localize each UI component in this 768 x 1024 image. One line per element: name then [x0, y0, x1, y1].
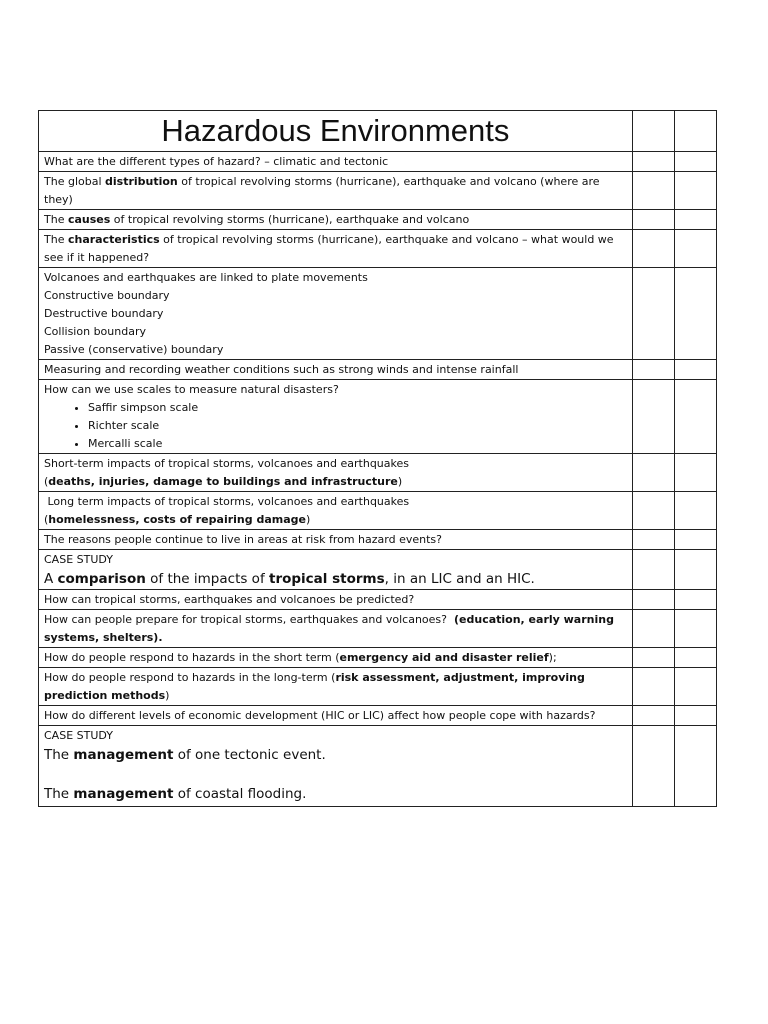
checklist-table: [38, 110, 717, 807]
check-cell[interactable]: [674, 210, 716, 230]
check-cell[interactable]: [674, 590, 716, 610]
row-text-part: How do people respond to hazards in the long-term (: [44, 671, 336, 684]
row-text: [39, 668, 633, 706]
row-text-bold: characteristics: [67, 233, 160, 246]
row-line: How can we use scales to measure natural disasters?: [44, 383, 339, 396]
case-study-text: [44, 569, 627, 589]
row-text-part: of tropical revolving storms (hurricane), earthquake and volcano: [110, 213, 470, 226]
check-cell[interactable]: [632, 590, 674, 610]
row-line: Long term impacts of tropical storms, volcanoes and earthquakes: [44, 495, 410, 508]
check-cell[interactable]: [674, 268, 716, 360]
row-text-part: The global: [44, 175, 105, 188]
row-line: Passive (conservative) boundary: [44, 343, 224, 356]
check-cell[interactable]: [632, 492, 674, 530]
row-text: [39, 550, 633, 590]
check-cell[interactable]: [632, 610, 674, 648]
check-cell[interactable]: [674, 706, 716, 726]
check-cell[interactable]: [632, 152, 674, 172]
table-row: [39, 668, 717, 706]
page-title: Hazardous Environments: [39, 111, 633, 152]
row-text-part: , in an LIC and an HIC.: [384, 571, 535, 587]
list-item: • Richter scale: [88, 417, 627, 435]
row-text-part: (: [44, 513, 49, 526]
row-line: Constructive boundary: [44, 289, 170, 302]
row-text-bold: homelessness, costs of repairing damage: [48, 513, 306, 526]
row-text: [39, 268, 633, 360]
row-text: The reasons people continue to live in areas at risk from hazard events?: [39, 530, 633, 550]
table-row: [39, 530, 717, 550]
row-text-bold: deaths, injuries, damage to buildings and infrastructure: [48, 475, 398, 488]
row-text-part: The: [44, 747, 74, 763]
row-line: Short-term impacts of tropical storms, volcanoes and earthquakes: [44, 457, 409, 470]
check-cell[interactable]: [632, 230, 674, 268]
row-text-bold: causes: [67, 213, 111, 226]
row-text-bold: distribution: [105, 175, 178, 188]
check-cell[interactable]: [674, 726, 716, 807]
row-text-part: The: [44, 233, 68, 246]
row-text: [39, 648, 633, 668]
table-row: [39, 230, 717, 268]
row-text: [39, 610, 633, 648]
row-text: [39, 380, 633, 454]
row-text-bold: management: [73, 786, 174, 802]
check-cell[interactable]: [632, 210, 674, 230]
check-cell[interactable]: [674, 492, 716, 530]
case-study-label: CASE STUDY: [44, 553, 113, 566]
table-row: [39, 706, 717, 726]
bullet-list: [44, 399, 627, 453]
row-text-part: ): [165, 689, 170, 702]
table-row: [39, 268, 717, 360]
list-item: • Mercalli scale: [88, 435, 627, 453]
check-cell[interactable]: [674, 380, 716, 454]
check-cell[interactable]: [674, 172, 716, 210]
check-cell[interactable]: [632, 268, 674, 360]
table-row: [39, 380, 717, 454]
row-text: Measuring and recording weather conditions such as strong winds and intense rainfall: [39, 360, 633, 380]
row-text: [39, 726, 633, 807]
table-row: [39, 610, 717, 648]
row-line: Volcanoes and earthquakes are linked to plate movements: [44, 271, 368, 284]
check-cell[interactable]: [632, 550, 674, 590]
row-text-part: How can people prepare for tropical storms, earthquakes and volcanoes?: [44, 613, 454, 626]
row-text-part: of tropical revolving storms (hurricane), earthquake and volcano – what would we see if it happened?: [44, 233, 614, 264]
row-text-part: The: [44, 213, 68, 226]
row-text: [39, 230, 633, 268]
table-row: [39, 454, 717, 492]
row-line: Destructive boundary: [44, 307, 164, 320]
row-text-bold: tropical storms: [269, 571, 385, 587]
check-cell[interactable]: [674, 610, 716, 648]
check-cell[interactable]: [632, 726, 674, 807]
row-text: [39, 454, 633, 492]
table-row: [39, 172, 717, 210]
check-cell[interactable]: [632, 648, 674, 668]
title-row: [39, 111, 717, 152]
row-text-part: of one tectonic event.: [173, 747, 326, 763]
check-cell[interactable]: [632, 530, 674, 550]
row-text: [39, 492, 633, 530]
row-text-part: How do people respond to hazards in the short term (: [44, 651, 340, 664]
row-text-part: The: [44, 786, 74, 802]
row-text-bold: emergency aid and disaster relief: [339, 651, 549, 664]
table-row: [39, 210, 717, 230]
row-text: [39, 210, 633, 230]
table-row: [39, 492, 717, 530]
check-cell[interactable]: [674, 360, 716, 380]
case-study-text: [44, 784, 627, 806]
case-study-label: CASE STUDY: [44, 729, 113, 742]
row-line: [44, 511, 627, 529]
check-cell[interactable]: [632, 360, 674, 380]
list-item: • Saffir simpson scale: [88, 399, 627, 417]
check-cell[interactable]: [674, 530, 716, 550]
row-text: How do different levels of economic development (HIC or LIC) affect how people cope with hazards?: [39, 706, 633, 726]
check-cell[interactable]: [674, 668, 716, 706]
row-text-part: A: [44, 571, 58, 587]
table-row: [39, 648, 717, 668]
table-row: [39, 726, 717, 807]
row-text: How can tropical storms, earthquakes and volcanoes be predicted?: [39, 590, 633, 610]
case-study-text: [44, 745, 627, 765]
check-cell[interactable]: [632, 380, 674, 454]
row-text-part: of tropical revolving storms (hurricane), earthquake and volcano (where are they): [44, 175, 600, 206]
check-cell[interactable]: [632, 706, 674, 726]
row-text-bold: management: [73, 747, 174, 763]
row-text: [39, 172, 633, 210]
row-text-bold: risk assessment, adjustment, improving prediction methods: [44, 671, 585, 702]
check-cell[interactable]: [674, 648, 716, 668]
check-cell[interactable]: [632, 111, 674, 152]
table-row: [39, 590, 717, 610]
check-cell[interactable]: [632, 172, 674, 210]
row-line: [44, 473, 627, 491]
row-line: Collision boundary: [44, 325, 146, 338]
table-row: [39, 360, 717, 380]
check-cell[interactable]: [632, 668, 674, 706]
row-text-bold: (education, early warning systems, shelters).: [44, 613, 614, 644]
table-row: [39, 550, 717, 590]
spacer: [44, 765, 627, 784]
row-text-part: );: [548, 651, 557, 664]
row-text-part: of the impacts of: [145, 571, 269, 587]
row-text-part: ): [397, 475, 403, 488]
check-cell[interactable]: [674, 111, 716, 152]
row-text-part: of coastal flooding.: [173, 786, 307, 802]
row-text: What are the different types of hazard? – climatic and tectonic: [39, 152, 633, 172]
check-cell[interactable]: [674, 454, 716, 492]
check-cell[interactable]: [674, 230, 716, 268]
row-text-part: (: [44, 475, 49, 488]
check-cell[interactable]: [674, 550, 716, 590]
row-text-part: ): [305, 513, 311, 526]
check-cell[interactable]: [674, 152, 716, 172]
check-cell[interactable]: [632, 454, 674, 492]
table-row: [39, 152, 717, 172]
row-text-bold: comparison: [57, 571, 146, 587]
